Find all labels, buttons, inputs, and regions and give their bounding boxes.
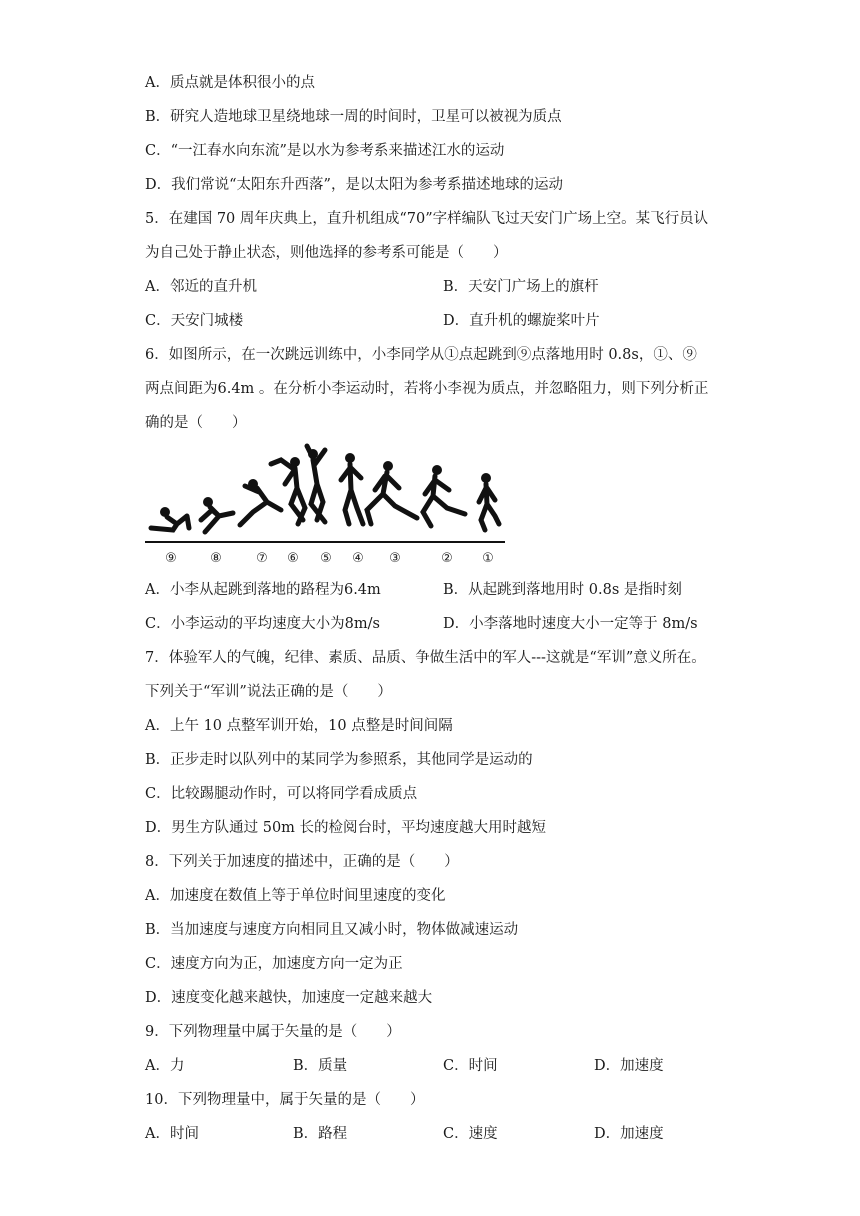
position-label-4: ④	[352, 551, 364, 566]
question-7-stem-1: 7．体验军人的气魄，纪律、素质、品质、争做生活中的军人---这就是“军训”意义所在。	[145, 650, 706, 666]
question-5-option-c: C．天安门城楼	[145, 313, 244, 329]
question-8-option-b: B．当加速度与速度方向相同且又减小时，物体做减速运动	[145, 922, 519, 938]
question-5-stem-1: 5．在建国 70 周年庆典上，直升机组成“70”字样编队飞过天安门广场上空。某飞行员认	[145, 211, 709, 227]
line-4-option-d: D．我们常说“太阳东升西落”，是以太阳为参考系描述地球的运动	[145, 177, 563, 193]
position-label-8: ⑧	[210, 551, 222, 566]
position-labels	[165, 551, 494, 566]
question-7-option-d: D．男生方队通过 50m 长的检阅台时，平均速度越大用时越短	[145, 820, 547, 836]
position-label-9: ⑨	[165, 551, 177, 566]
question-6-option-a: A．小李从起跳到落地的路程为6.4m	[145, 582, 381, 598]
question-6-stem-2: 两点间距为6.4m 。在分析小李运动时，若将小李视为质点，并忽略阻力，则下列分析正	[145, 381, 709, 397]
question-10-option-a: A．时间	[145, 1126, 199, 1142]
question-6-option-c: C．小李运动的平均速度大小为8m/s	[145, 616, 380, 632]
question-7-option-c: C．比较踢腿动作时，可以将同学看成质点	[145, 786, 418, 802]
question-9-option-d: D．加速度	[594, 1058, 664, 1074]
position-label-7: ⑦	[256, 551, 268, 566]
position-label-5: ⑤	[320, 551, 332, 566]
question-8-stem: 8．下列关于加速度的描述中，正确的是（ ）	[145, 854, 459, 870]
question-8-option-d: D．速度变化越来越快，加速度一定越来越大	[145, 990, 433, 1006]
question-10-option-b: B．路程	[293, 1126, 348, 1142]
question-7-option-b: B．正步走时以队列中的某同学为参照系，其他同学是运动的	[145, 752, 533, 768]
question-6-stem-3: 确的是（ ）	[145, 415, 247, 431]
question-5-stem-2: 为自己处于静止状态，则他选择的参考系可能是（ ）	[145, 245, 508, 261]
question-10-stem: 10．下列物理量中，属于矢量的是（ ）	[145, 1092, 425, 1108]
question-8-option-c: C．速度方向为正，加速度方向一定为正	[145, 956, 403, 972]
long-jump-figure	[145, 440, 510, 570]
question-9-option-a: A．力	[145, 1058, 185, 1074]
position-label-6: ⑥	[287, 551, 299, 566]
question-5-option-a: A．邻近的直升机	[145, 279, 257, 295]
question-9-option-c: C．时间	[443, 1058, 498, 1074]
question-7-stem-2: 下列关于“军训”说法正确的是（ ）	[145, 684, 392, 700]
question-9-option-b: B．质量	[293, 1058, 348, 1074]
question-7-option-a: A．上午 10 点整军训开始，10 点整是时间间隔	[145, 718, 453, 734]
question-6-option-d: D．小李落地时速度大小一定等于 8m/s	[443, 616, 698, 632]
question-8-option-a: A．加速度在数值上等于单位时间里速度的变化	[145, 888, 446, 904]
question-6-option-b: B．从起跳到落地用时 0.8s 是指时刻	[443, 582, 682, 598]
question-10-option-c: C．速度	[443, 1126, 498, 1142]
question-5-option-d: D．直升机的螺旋桨叶片	[443, 313, 600, 329]
question-6-stem-1: 6．如图所示，在一次跳远训练中，小李同学从①点起跳到⑨点落地用时 0.8s，①、⑨	[145, 347, 697, 363]
line-4-option-a: A．质点就是体积很小的点	[145, 75, 315, 91]
line-4-option-b: B．研究人造地球卫星绕地球一周的时间时，卫星可以被视为质点	[145, 109, 562, 125]
question-10-option-d: D．加速度	[594, 1126, 664, 1142]
question-5-option-b: B．天安门广场上的旗杆	[443, 279, 599, 295]
position-label-1: ①	[482, 551, 494, 566]
position-label-2: ②	[441, 551, 453, 566]
jumper-silhouettes	[151, 446, 499, 532]
line-4-option-c: C．“一江春水向东流”是以水为参考系来描述江水的运动	[145, 143, 505, 159]
position-label-3: ③	[389, 551, 401, 566]
question-9-stem: 9．下列物理量中属于矢量的是（ ）	[145, 1024, 401, 1040]
